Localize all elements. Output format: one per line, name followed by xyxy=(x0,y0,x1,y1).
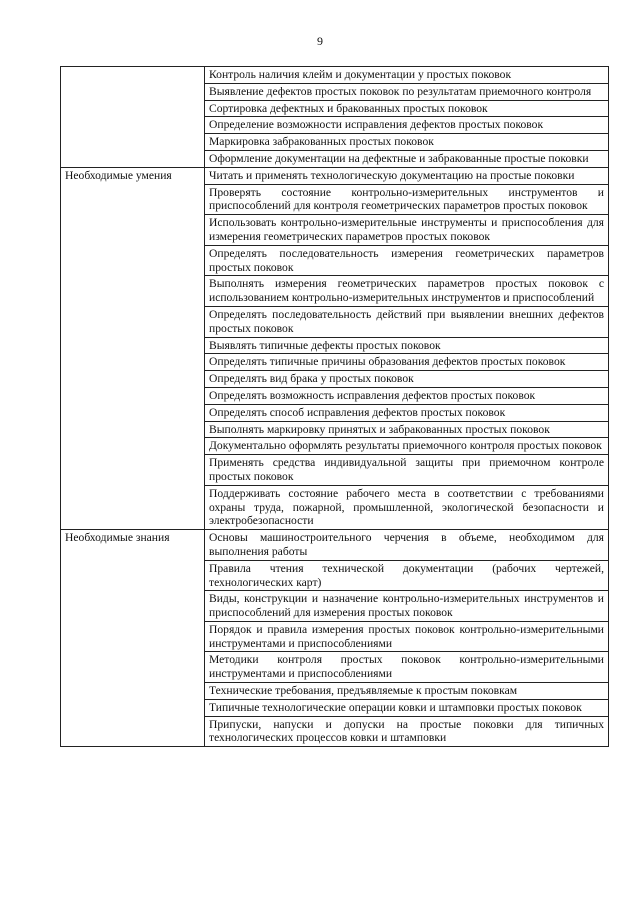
requirement-item: Читать и применять технологическую документацию на простые поковки xyxy=(205,167,609,184)
requirement-item: Документально оформлять результаты приемочного контроля простых поковок xyxy=(205,438,609,455)
requirement-item: Определять возможность исправления дефектов простых поковок xyxy=(205,387,609,404)
requirement-item: Выполнять измерения геометрических параметров простых поковок с использованием контрольно-измерительных инструментов и приспособлений xyxy=(205,276,609,307)
requirements-table-body xyxy=(61,67,609,747)
requirement-item: Определять вид брака у простых поковок xyxy=(205,371,609,388)
requirement-item: Определять последовательность измерения геометрических параметров простых поковок xyxy=(205,245,609,276)
requirement-item: Выполнять маркировку принятых и забракованных простых поковок xyxy=(205,421,609,438)
requirement-item: Оформление документации на дефектные и забракованные простые поковки xyxy=(205,150,609,167)
requirement-item: Выявлять типичные дефекты простых поковок xyxy=(205,337,609,354)
requirement-item: Определять типичные причины образования дефектов простых поковок xyxy=(205,354,609,371)
requirement-item: Контроль наличия клейм и документации у простых поковок xyxy=(205,67,609,84)
requirement-item: Определять способ исправления дефектов простых поковок xyxy=(205,404,609,421)
requirement-item: Технические требования, предъявляемые к простым поковкам xyxy=(205,683,609,700)
requirement-item: Правила чтения технической документации (рабочих чертежей, технологических карт) xyxy=(205,560,609,591)
requirements-table xyxy=(60,66,609,747)
requirement-item: Выявление дефектов простых поковок по результатам приемочного контроля xyxy=(205,83,609,100)
category-label xyxy=(61,67,205,168)
requirement-item: Основы машиностроительного черчения в объеме, необходимом для выполнения работы xyxy=(205,530,609,561)
page-number: 9 xyxy=(317,34,323,48)
category-label: Необходимые умения xyxy=(61,167,205,529)
table-row xyxy=(61,530,609,561)
requirement-item: Использовать контрольно-измерительные инструменты и приспособления для измерения геометрических параметров простых поковок xyxy=(205,215,609,246)
requirement-item: Виды, конструкции и назначение контрольно-измерительных инструментов и приспособлений для измерения простых поковок xyxy=(205,591,609,622)
requirement-item: Определять последовательность действий при выявлении внешних дефектов простых поковок xyxy=(205,306,609,337)
requirement-item: Типичные технологические операции ковки и штамповки простых поковок xyxy=(205,699,609,716)
table-row xyxy=(61,67,609,84)
requirement-item: Порядок и правила измерения простых поковок контрольно-измерительными инструментами и приспособлениями xyxy=(205,621,609,652)
table-row xyxy=(61,167,609,184)
requirement-item: Сортировка дефектных и бракованных простых поковок xyxy=(205,100,609,117)
requirement-item: Проверять состояние контрольно-измерительных инструментов и приспособлений для контроля геометрических параметров простых поковок xyxy=(205,184,609,215)
requirement-item: Поддерживать состояние рабочего места в соответствии с требованиями охраны труда, пожарной, промышленной, экологической безопасности и электробезопасности xyxy=(205,485,609,529)
category-label: Необходимые знания xyxy=(61,530,205,747)
requirement-item: Припуски, напуски и допуски на простые поковки для типичных технологических процессов ковки и штамповки xyxy=(205,716,609,747)
requirement-item: Методики контроля простых поковок контрольно-измерительными инструментами и приспособлениями xyxy=(205,652,609,683)
requirement-item: Применять средства индивидуальной защиты при приемочном контроле простых поковок xyxy=(205,455,609,486)
requirement-item: Определение возможности исправления дефектов простых поковок xyxy=(205,117,609,134)
requirement-item: Маркировка забракованных простых поковок xyxy=(205,134,609,151)
